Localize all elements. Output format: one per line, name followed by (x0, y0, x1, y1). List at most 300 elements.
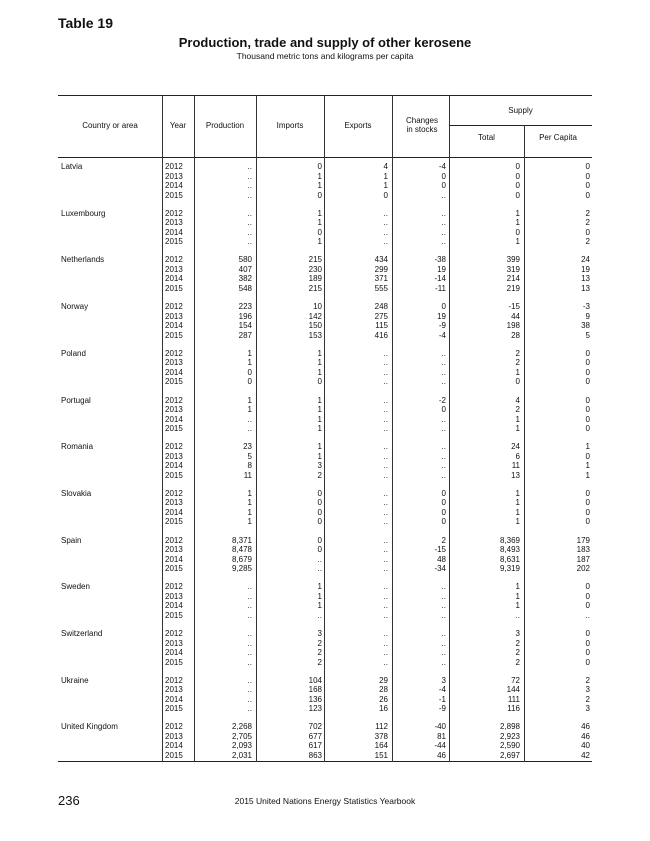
header-total: Total (478, 133, 495, 142)
cell-total (449, 489, 520, 527)
cell-years (165, 722, 195, 760)
cell-value: 2014 (165, 648, 183, 657)
cell-value: 2015 (165, 424, 183, 433)
country-name: Sweden (61, 582, 90, 592)
cell-value: 2012 (165, 535, 183, 545)
cell-value: 2012 (165, 488, 183, 498)
cell-value: 0 (441, 507, 446, 517)
cell-value: 2015 (165, 750, 183, 760)
cell-value: .. (441, 377, 446, 387)
cell-value: .. (383, 610, 388, 620)
cell-value: 48 (437, 554, 446, 564)
cell-value: 1 (247, 395, 252, 405)
cell-value: 2,268 (231, 722, 252, 732)
cell-value: 3 (585, 704, 590, 714)
cell-value: 2015 (165, 377, 183, 387)
cell-value: .. (383, 451, 388, 461)
cell-value: .. (383, 657, 388, 667)
cell-value: .. (383, 414, 388, 424)
cell-value: 44 (511, 311, 520, 321)
cell-changes (392, 489, 446, 527)
cell-value: 0 (247, 377, 252, 387)
cell-value: 223 (238, 302, 252, 312)
cell-value: 9 (585, 311, 590, 321)
cell-value: 4 (515, 395, 520, 405)
cell-changes (392, 629, 446, 667)
cell-per-capita (524, 676, 590, 714)
table-row-group (58, 489, 592, 529)
cell-total (449, 676, 520, 714)
cell-value: .. (515, 610, 520, 620)
cell-years (165, 536, 195, 574)
cell-value: 13 (511, 470, 520, 480)
cell-value: .. (247, 582, 252, 592)
cell-value: .. (383, 629, 388, 638)
cell-value: 1 (317, 442, 322, 452)
cell-value: 2,923 (499, 731, 520, 741)
cell-value: 1 (317, 395, 322, 405)
cell-value: 2,590 (499, 741, 520, 751)
country-name: Norway (61, 302, 89, 312)
cell-value: 0 (585, 190, 590, 200)
table-row-group (58, 676, 592, 716)
country-name: Switzerland (61, 629, 103, 638)
cell-value: 2015 (165, 330, 183, 340)
cell-value: -4 (438, 685, 446, 695)
cell-value: .. (247, 685, 252, 695)
cell-value: .. (247, 638, 252, 648)
cell-value: 2012 (165, 675, 183, 685)
cell-value: .. (247, 424, 252, 433)
cell-exports (324, 676, 388, 714)
cell-value: 2 (585, 237, 590, 247)
cell-value: .. (247, 675, 252, 685)
cell-changes (392, 162, 446, 200)
cell-value: 115 (375, 321, 388, 331)
cell-value: 3 (441, 675, 446, 685)
cell-value: .. (247, 601, 252, 611)
cell-value: .. (247, 218, 252, 228)
cell-value: 153 (308, 330, 322, 340)
page-subtitle: Thousand metric tons and kilograms per capita (236, 51, 414, 61)
cell-value: 2 (585, 675, 590, 685)
cell-value: 0 (585, 424, 590, 433)
cell-value: 1 (247, 498, 252, 508)
cell-value: 1 (317, 358, 322, 368)
cell-value: 1 (317, 218, 322, 228)
cell-value: .. (441, 218, 446, 228)
header-imports: Imports (276, 121, 304, 130)
cell-exports (324, 349, 388, 387)
table-row-group (58, 442, 592, 482)
cell-value: .. (383, 582, 388, 592)
cell-value: 8,493 (499, 545, 520, 555)
cell-per-capita (524, 396, 590, 434)
cell-value: 0 (515, 190, 520, 200)
cell-value: 38 (581, 321, 590, 331)
cell-value: .. (441, 451, 446, 461)
header-changes: Changes in stocks (405, 116, 439, 134)
cell-imports (256, 629, 322, 667)
cell-value: 19 (581, 264, 590, 274)
cell-value: 1 (515, 507, 520, 517)
cell-value: 3 (515, 629, 520, 638)
cell-value: 1 (317, 424, 322, 433)
cell-value: 1 (247, 358, 252, 368)
cell-value: .. (383, 517, 388, 527)
cell-per-capita (524, 629, 590, 667)
cell-value: 1 (317, 367, 322, 377)
cell-value: .. (383, 545, 388, 555)
cell-exports (324, 489, 388, 527)
cell-value: 0 (515, 162, 520, 171)
cell-value: .. (441, 348, 446, 358)
cell-value: .. (383, 507, 388, 517)
cell-value: 1 (247, 507, 252, 517)
cell-value: .. (247, 610, 252, 620)
cell-value: .. (317, 564, 322, 574)
cell-changes (392, 722, 446, 760)
cell-value: 29 (379, 675, 388, 685)
cell-value: .. (441, 601, 446, 611)
cell-value: 2012 (165, 582, 183, 592)
cell-value: 1 (317, 181, 322, 190)
cell-value: 677 (308, 731, 322, 741)
cell-value: 3 (317, 461, 322, 471)
cell-changes (392, 255, 446, 293)
cell-exports (324, 722, 388, 760)
cell-years (165, 396, 195, 434)
table-top-rule (58, 95, 592, 96)
cell-per-capita (524, 536, 590, 574)
cell-value: 8 (247, 461, 252, 471)
cell-exports (324, 629, 388, 667)
cell-value: 2012 (165, 722, 183, 732)
cell-value: 46 (437, 750, 446, 760)
cell-imports (256, 396, 322, 434)
cell-value: 1 (317, 601, 322, 611)
cell-value: 1 (515, 601, 520, 611)
table-row-group (58, 349, 592, 389)
cell-value: 198 (506, 321, 520, 331)
cell-per-capita (524, 349, 590, 387)
table-row-group (58, 396, 592, 436)
cell-value: .. (441, 442, 446, 452)
cell-value: 0 (585, 498, 590, 508)
cell-value: 0 (585, 582, 590, 592)
cell-value: .. (441, 358, 446, 368)
cell-value: 1 (317, 582, 322, 592)
cell-imports (256, 162, 322, 200)
cell-value: 1 (383, 171, 388, 181)
cell-per-capita (524, 209, 590, 247)
cell-value: 0 (515, 181, 520, 190)
header-production: Production (205, 121, 245, 130)
cell-value: 2 (515, 358, 520, 368)
cell-value: .. (383, 227, 388, 237)
cell-value: 219 (506, 283, 520, 293)
cell-value: .. (383, 601, 388, 611)
cell-value: 0 (585, 488, 590, 498)
cell-value: 2014 (165, 554, 183, 564)
cell-value: 702 (308, 722, 322, 732)
cell-total (449, 162, 520, 200)
table-row-group (58, 302, 592, 342)
cell-years (165, 442, 195, 480)
cell-production (194, 582, 252, 620)
cell-value: 215 (308, 283, 322, 293)
cell-value: 1 (247, 348, 252, 358)
cell-value: 8,478 (231, 545, 252, 555)
cell-value: 9,285 (231, 564, 252, 574)
cell-value: 2 (515, 657, 520, 667)
cell-value: 0 (247, 367, 252, 377)
cell-value: 42 (581, 750, 590, 760)
cell-value: -9 (438, 704, 446, 714)
cell-value: 136 (308, 694, 322, 704)
cell-value: 11 (243, 470, 252, 480)
cell-value: 0 (317, 162, 322, 171)
cell-value: 0 (585, 629, 590, 638)
cell-production (194, 629, 252, 667)
cell-value: 0 (441, 488, 446, 498)
cell-value: 2013 (165, 218, 183, 228)
cell-per-capita (524, 489, 590, 527)
cell-years (165, 489, 195, 527)
cell-value: 434 (374, 255, 388, 265)
cell-total (449, 629, 520, 667)
cell-production (194, 255, 252, 293)
cell-value: -9 (438, 321, 446, 331)
cell-value: -14 (434, 274, 446, 284)
cell-value: 0 (585, 451, 590, 461)
cell-value: 2 (317, 638, 322, 648)
cell-exports (324, 302, 388, 340)
cell-value: 19 (437, 264, 446, 274)
cell-value: .. (247, 648, 252, 657)
cell-value: 1 (317, 451, 322, 461)
cell-value: 0 (441, 517, 446, 527)
cell-value: .. (383, 648, 388, 657)
cell-value: .. (383, 237, 388, 247)
cell-value: 378 (374, 731, 388, 741)
cell-value: .. (247, 414, 252, 424)
cell-value: 46 (581, 722, 590, 732)
cell-value: 151 (374, 750, 388, 760)
cell-years (165, 676, 195, 714)
cell-value: 1 (247, 488, 252, 498)
cell-value: .. (247, 237, 252, 247)
cell-value: 2014 (165, 227, 183, 237)
cell-value: 111 (507, 694, 520, 704)
cell-value: 0 (585, 648, 590, 657)
cell-value: 40 (581, 741, 590, 751)
cell-value: 0 (317, 377, 322, 387)
cell-value: 24 (581, 255, 590, 265)
cell-exports (324, 582, 388, 620)
cell-value: 72 (511, 675, 520, 685)
cell-years (165, 255, 195, 293)
cell-value: 1 (317, 414, 322, 424)
cell-value: .. (441, 367, 446, 377)
cell-per-capita (524, 162, 590, 200)
cell-value: -4 (438, 162, 446, 171)
cell-production (194, 396, 252, 434)
cell-value: 1 (585, 470, 590, 480)
cell-imports (256, 349, 322, 387)
cell-value: 164 (374, 741, 388, 751)
cell-value: .. (441, 638, 446, 648)
cell-value: 0 (585, 162, 590, 171)
cell-value: 187 (576, 554, 590, 564)
cell-value: -38 (434, 255, 446, 265)
cell-value: .. (247, 162, 252, 171)
cell-value: .. (383, 535, 388, 545)
cell-value: 399 (506, 255, 520, 265)
cell-value: 2014 (165, 181, 183, 190)
cell-value: 1 (515, 237, 520, 247)
supply-subheader-rule (449, 125, 592, 126)
cell-value: 2014 (165, 741, 183, 751)
cell-value: 2013 (165, 171, 183, 181)
cell-value: 0 (441, 181, 446, 190)
cell-value: 407 (238, 264, 252, 274)
cell-total (449, 255, 520, 293)
cell-value: 3 (585, 685, 590, 695)
cell-value: 2014 (165, 321, 183, 331)
cell-value: 275 (374, 311, 388, 321)
cell-value: -1 (438, 694, 446, 704)
table-row-group (58, 209, 592, 249)
cell-value: 2015 (165, 237, 183, 247)
cell-value: 1 (515, 424, 520, 433)
cell-years (165, 582, 195, 620)
cell-value: 416 (374, 330, 388, 340)
cell-value: 2,697 (499, 750, 520, 760)
cell-value: 2013 (165, 451, 183, 461)
cell-value: 2013 (165, 358, 183, 368)
cell-value: 112 (375, 722, 388, 732)
cell-value: .. (383, 395, 388, 405)
cell-value: 0 (585, 517, 590, 527)
page-title: Production, trade and supply of other kerosene (178, 35, 472, 50)
cell-value: .. (441, 414, 446, 424)
cell-total (449, 302, 520, 340)
cell-changes (392, 349, 446, 387)
cell-value: 0 (441, 405, 446, 414)
header-per-capita: Per Capita (539, 133, 577, 142)
cell-value: 0 (441, 302, 446, 312)
cell-value: 2014 (165, 601, 183, 611)
cell-value: 0 (585, 181, 590, 190)
cell-value: -34 (434, 564, 446, 574)
cell-value: 0 (585, 405, 590, 414)
cell-value: 2013 (165, 264, 183, 274)
cell-value: 1 (515, 414, 520, 424)
cell-value: 1 (585, 461, 590, 471)
cell-value: 2012 (165, 395, 183, 405)
cell-changes (392, 442, 446, 480)
cell-exports (324, 209, 388, 247)
cell-value: .. (383, 367, 388, 377)
cell-production (194, 489, 252, 527)
cell-total (449, 396, 520, 434)
country-name: Poland (61, 348, 86, 358)
cell-value: 168 (308, 685, 322, 695)
cell-value: 81 (437, 731, 446, 741)
cell-production (194, 349, 252, 387)
cell-production (194, 302, 252, 340)
cell-value: 2 (515, 648, 520, 657)
cell-value: 0 (585, 358, 590, 368)
cell-value: 2 (441, 535, 446, 545)
cell-value: 0 (585, 367, 590, 377)
cell-value: 179 (576, 535, 590, 545)
cell-value: .. (247, 190, 252, 200)
cell-value: .. (247, 704, 252, 714)
cell-value: 1 (317, 591, 322, 601)
cell-value: 104 (308, 675, 322, 685)
table-row-group (58, 582, 592, 622)
cell-value: 142 (308, 311, 322, 321)
cell-value: 13 (581, 274, 590, 284)
cell-production (194, 722, 252, 760)
cell-value: .. (383, 348, 388, 358)
cell-value: .. (383, 405, 388, 414)
cell-value: 2014 (165, 507, 183, 517)
cell-value: .. (247, 591, 252, 601)
cell-value: 2015 (165, 564, 183, 574)
cell-value: 8,369 (499, 535, 520, 545)
cell-value: 0 (515, 377, 520, 387)
cell-value: 2012 (165, 348, 183, 358)
cell-value: 2013 (165, 591, 183, 601)
country-name: Portugal (61, 395, 91, 405)
cell-value: 0 (585, 377, 590, 387)
cell-value: .. (247, 657, 252, 667)
cell-value: 1 (515, 582, 520, 592)
cell-value: 1 (247, 517, 252, 527)
page-number: 236 (58, 793, 80, 808)
table-row-group (58, 536, 592, 576)
cell-value: 248 (374, 302, 388, 312)
cell-value: 8,631 (499, 554, 520, 564)
cell-value: .. (383, 470, 388, 480)
cell-value: 3 (317, 629, 322, 638)
cell-value: 215 (308, 255, 322, 265)
cell-value: 2014 (165, 694, 183, 704)
cell-value: .. (383, 358, 388, 368)
cell-value: 2 (515, 405, 520, 414)
cell-production (194, 676, 252, 714)
cell-value: 0 (585, 507, 590, 517)
cell-value: 123 (308, 704, 322, 714)
cell-value: 1 (585, 442, 590, 452)
country-name: Luxembourg (61, 208, 106, 218)
cell-value: 2014 (165, 461, 183, 471)
cell-value: 2013 (165, 685, 183, 695)
cell-value: 2,898 (499, 722, 520, 732)
header-country: Country or area (82, 121, 138, 130)
cell-value: 617 (308, 741, 322, 751)
cell-value: .. (441, 582, 446, 592)
cell-value: 28 (511, 330, 520, 340)
cell-value: 371 (374, 274, 388, 284)
cell-value: 1 (515, 218, 520, 228)
cell-value: 2015 (165, 517, 183, 527)
cell-value: 116 (507, 704, 520, 714)
cell-value: 1 (317, 405, 322, 414)
